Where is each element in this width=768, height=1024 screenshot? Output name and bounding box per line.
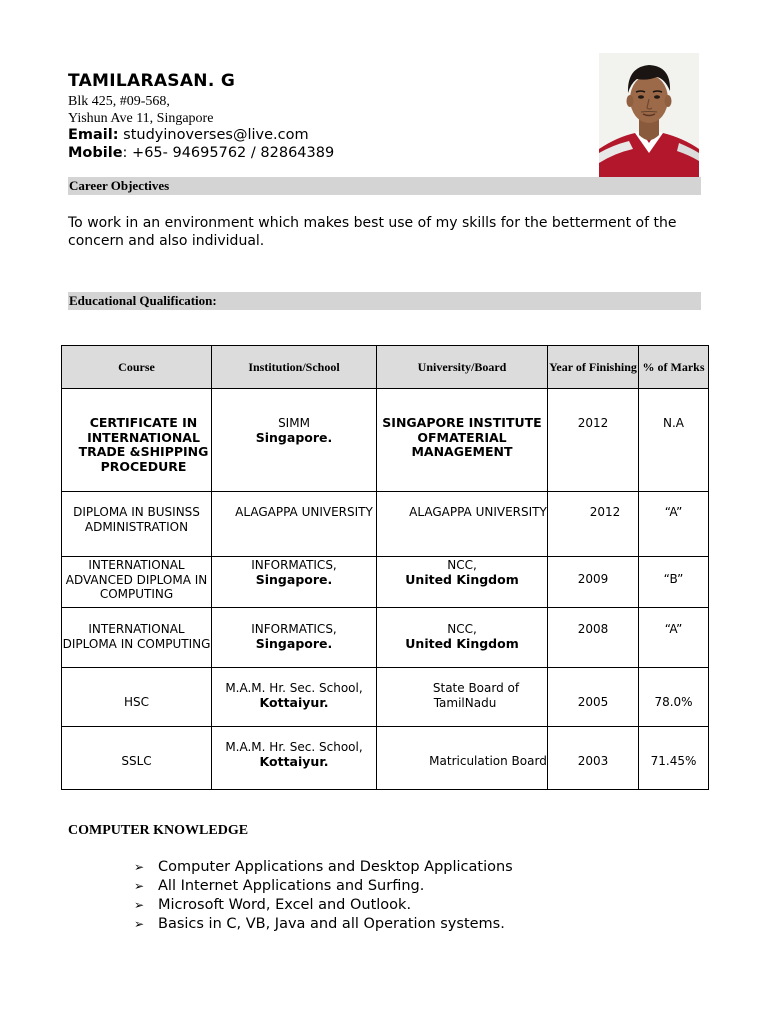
board-cell: NCC, [447,558,477,572]
course-cell: INTERNATIONAL ADVANCED DIPLOMA IN COMPUTING [65,558,208,601]
mobile-line [68,145,334,161]
course-cell: INTERNATIONAL DIPLOMA IN COMPUTING [62,622,211,651]
list-item: ➢ Basics in C, VB, Java and all Operation systems. [134,916,505,932]
board-cell: Matriculation Board [429,754,547,768]
board-cell: ALAGAPPA UNIVERSITY [409,505,547,519]
marks-cell: 71.45% [650,754,697,768]
year-cell: 2012 [589,505,621,519]
profile-photo [599,53,699,180]
arrow-bullet-icon: ➢ [134,860,145,874]
table-row [62,557,709,608]
address-line-2: Yishun Ave 11, Singapore [68,111,214,126]
board-place: United Kingdom [405,635,519,651]
board-cell: SINGAPORE INSTITUTE OFMATERIAL MANAGEMENT [382,415,542,459]
list-item: ➢ Computer Applications and Desktop Applications [134,859,513,875]
profile-photo-image [599,53,699,180]
year-cell: 2003 [577,754,609,768]
board-cell: NCC, [447,622,477,636]
year-cell: 2012 [577,416,609,430]
column-header-board: University/Board [377,346,548,389]
table-row [62,668,709,727]
column-header-year: Year of Finishing [548,346,639,389]
email-line [68,127,309,143]
educational-qualification-heading: Educational Qualification: [68,292,701,310]
institution-cell: M.A.M. Hr. Sec. School, [225,740,363,754]
email-value: studyinoverses@live.com [118,127,309,143]
list-item: ➢ All Internet Applications and Surfing. [134,878,425,894]
institution-cell: INFORMATICS, [251,622,337,636]
board-cell: State Board of TamilNadu [432,681,520,710]
computer-knowledge-heading: COMPUTER KNOWLEDGE [68,823,249,838]
year-cell: 2005 [577,695,609,709]
board-place: United Kingdom [405,571,519,587]
marks-cell: N.A [663,416,684,430]
marks-cell: “A” [664,622,683,636]
institution-place: Singapore. [255,429,333,445]
course-cell: SSLC [121,754,152,768]
table-header-row [62,346,709,389]
year-cell: 2008 [577,622,609,636]
marks-cell: 78.0% [654,695,693,709]
marks-cell: “A” [664,505,683,519]
institution-place: Singapore. [255,635,333,651]
institution-place: Kottaiyur. [259,753,329,769]
institution-cell: SIMM [278,416,310,430]
list-item: ➢ Microsoft Word, Excel and Outlook. [134,897,412,913]
career-objectives-heading: Career Objectives [68,177,701,195]
table-row [62,727,709,790]
institution-cell: M.A.M. Hr. Sec. School, [225,681,363,695]
institution-place: Singapore. [255,571,333,587]
course-cell: HSC [123,695,150,709]
course-cell: CERTIFICATE IN INTERNATIONAL TRADE &SHIPPING PROCEDURE [78,415,209,474]
candidate-name: TAMILARASAN. G [68,71,236,91]
arrow-bullet-icon: ➢ [134,898,145,912]
table-row [62,389,709,492]
arrow-bullet-icon: ➢ [134,879,145,893]
address-line-1: Blk 425, #09-568, [68,94,170,109]
education-table [61,345,709,790]
email-label: Email: [68,127,119,143]
mobile-label: Mobile [68,145,123,161]
course-cell: DIPLOMA IN BUSINSS ADMINISTRATION [73,505,200,534]
table-row [62,492,709,557]
year-cell: 2009 [577,572,609,586]
institution-place: Kottaiyur. [259,694,329,710]
column-header-institution: Institution/School [212,346,377,389]
career-objective-text: To work in an environment which makes best use of my skills for the betterment of the concern and also individual. [68,215,677,249]
computer-knowledge-list [134,858,513,934]
table-row [62,608,709,668]
marks-cell: “B” [663,572,684,586]
mobile-value: : +65- 94695762 / 82864389 [122,145,335,161]
institution-cell: ALAGAPPA UNIVERSITY [235,505,373,519]
institution-cell: INFORMATICS, [251,558,337,572]
arrow-bullet-icon: ➢ [134,917,145,931]
column-header-marks: % of Marks [639,346,709,389]
column-header-course: Course [62,346,212,389]
